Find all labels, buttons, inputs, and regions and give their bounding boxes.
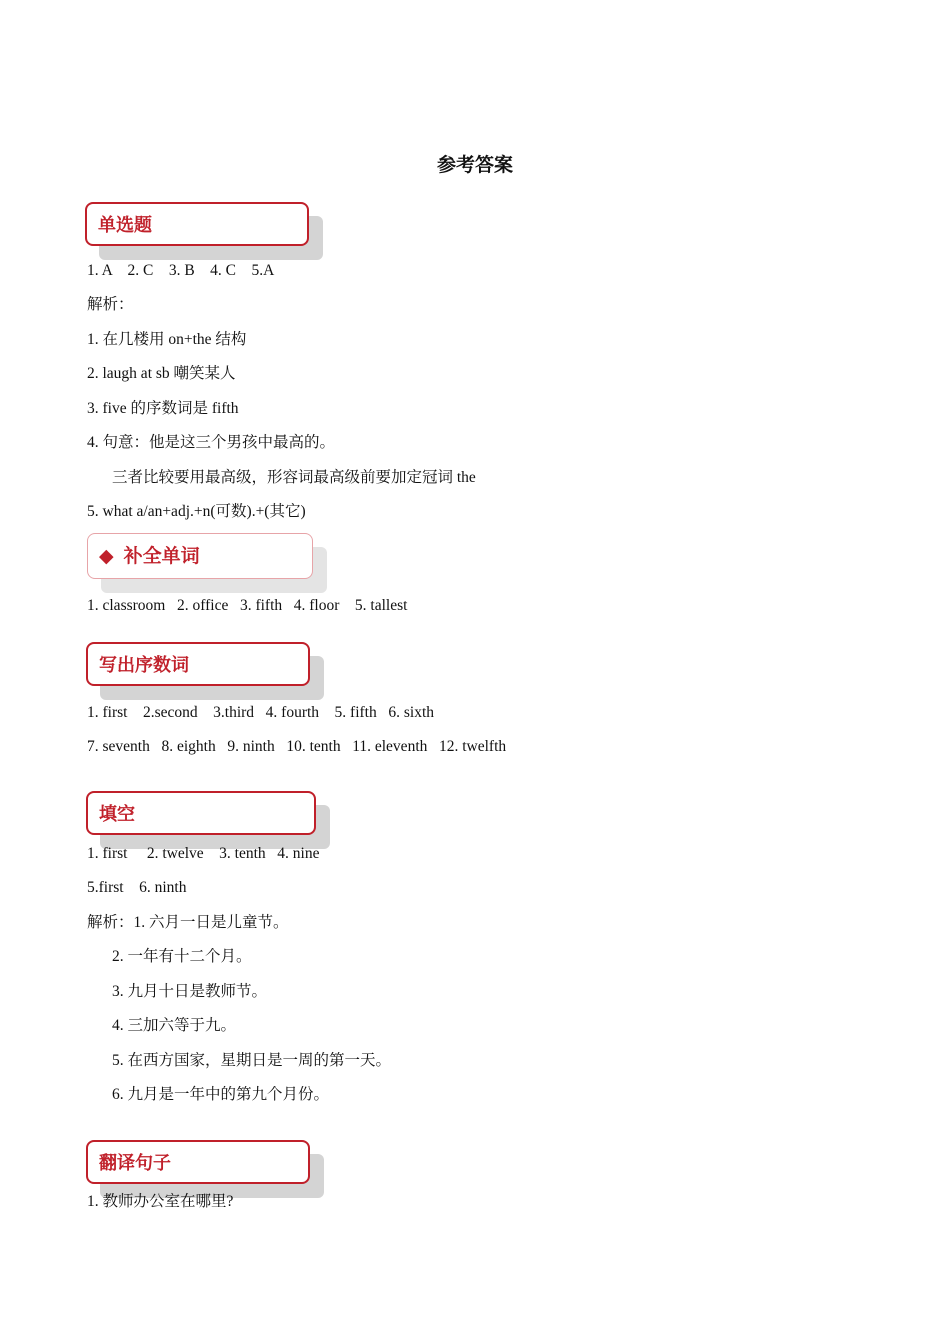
answer-line: 3. 九月十日是教师节。 [112, 983, 268, 1000]
answer-line: 7. seventh 8. eighth 9. ninth 10. tenth 11. eleventh 12. twelfth [87, 738, 507, 755]
answer-line: 1. first 2.second 3.third 4. fourth 5. fifth 6. sixth [87, 704, 434, 721]
section-heading-ordinals [86, 642, 310, 686]
answer-line: 三者比较要用最高级，形容词最高级前要加定冠词 the [112, 469, 476, 486]
answer-line: 5.first 6. ninth [87, 879, 187, 896]
section-heading-translate [86, 1140, 310, 1184]
section-heading-label: 补全单词 [123, 545, 200, 567]
answer-line: 1. classroom 2. office 3. fifth 4. floor 5. tallest [87, 597, 408, 614]
section-heading-label: 翻译句子 [99, 1153, 171, 1174]
section-heading-fill-blanks [86, 791, 316, 835]
answer-line: 解析：1. 六月一日是儿童节。 [87, 914, 289, 931]
answer-line: 5. what a/an+adj.+n(可数).+(其它) [87, 503, 306, 520]
section-heading-single-choice [85, 202, 309, 246]
answer-line: 2. 一年有十二个月。 [112, 948, 252, 965]
section-heading-label: 填空 [99, 804, 135, 825]
answer-line: 4. 三加六等于九。 [112, 1017, 237, 1034]
answer-line: 1. A 2. C 3. B 4. C 5.A [87, 262, 275, 279]
section-heading-label: 单选题 [98, 215, 152, 236]
answer-line: 2. laugh at sb 嘲笑某人 [87, 365, 236, 382]
answer-line: 5. 在西方国家，星期日是一周的第一天。 [112, 1052, 392, 1069]
answer-line: 6. 九月是一年中的第九个月份。 [112, 1086, 330, 1103]
diamond-icon: ◆ [99, 545, 114, 567]
section-heading-complete-words [87, 533, 313, 579]
section-heading-label: 写出序数词 [99, 655, 189, 676]
answer-line: 解析： [87, 296, 134, 313]
answer-line: 1. 在几楼用 on+the 结构 [87, 331, 247, 348]
answer-line: 4. 句意：他是这三个男孩中最高的。 [87, 434, 336, 451]
answer-line: 3. five 的序数词是 fifth [87, 400, 239, 417]
page-title: 参考答案 [436, 154, 513, 176]
answer-line: 1. 教师办公室在哪里? [87, 1193, 234, 1210]
answer-line: 1. first 2. twelve 3. tenth 4. nine [87, 845, 320, 862]
